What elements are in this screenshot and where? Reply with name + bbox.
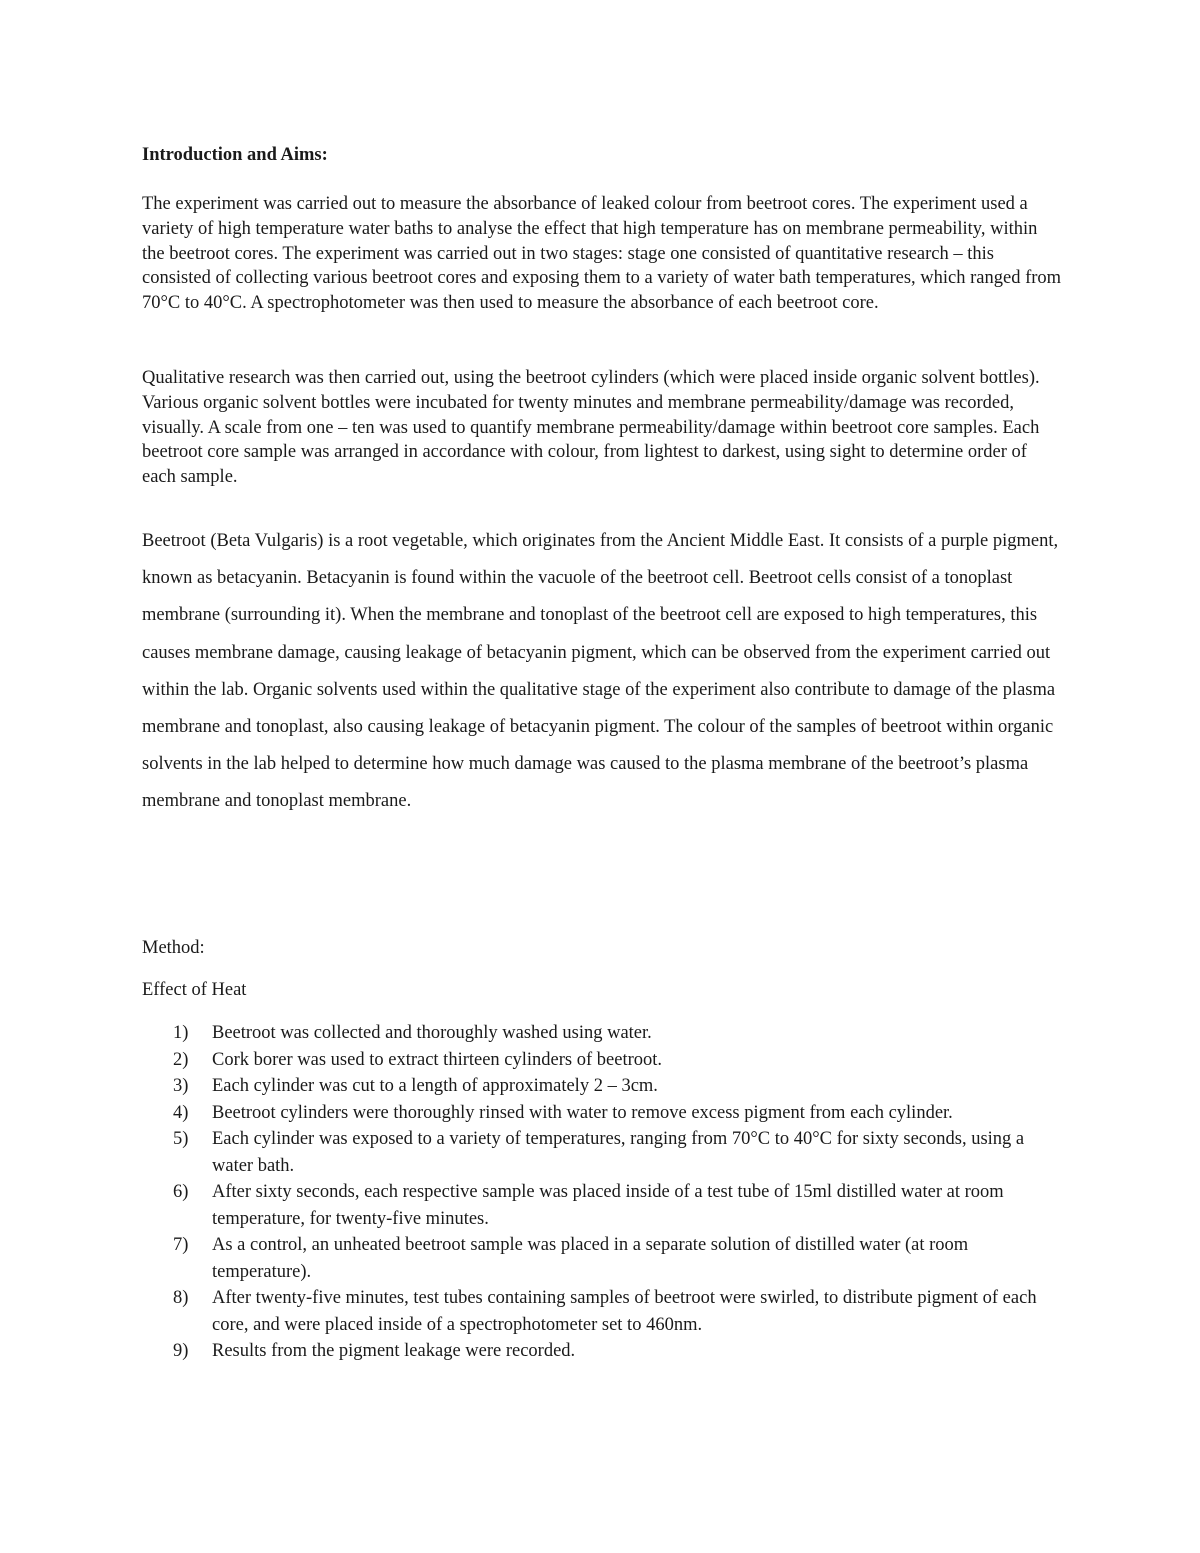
step-number: 2)	[173, 1049, 189, 1070]
step-text: Beetroot cylinders were thoroughly rinsed with water to remove excess pigment from each cylinder.	[212, 1102, 953, 1123]
method-step	[142, 1232, 1062, 1285]
step-number: 4)	[173, 1102, 189, 1123]
method-step	[142, 1285, 1062, 1338]
step-number: 7)	[173, 1235, 189, 1255]
method-step	[142, 1100, 1062, 1127]
method-step	[142, 1073, 1062, 1100]
intro-heading: Introduction and Aims:	[142, 145, 328, 165]
method-step	[142, 1126, 1062, 1179]
step-text: Each cylinder was cut to a length of approximately 2 – 3cm.	[212, 1076, 658, 1096]
step-number: 6)	[173, 1182, 189, 1202]
intro-paragraph-2: Qualitative research was then carried out, using the beetroot cylinders (which were placed inside organic solvent bottles). Various organic solvent bottles were incubated for twenty minutes and membrane permeability/damage was recorded, visually. A scale from one – ten was used to quantify membrane permeability/damage within beetroot core samples. Each beetroot core sample was arranged in accordance with colour, from lightest to darkest, using sight to determine order of each sample.	[142, 368, 1040, 488]
step-text: As a control, an unheated beetroot sample was placed in a separate solution of distilled water (at room temperature).	[212, 1235, 969, 1282]
method-step	[142, 1179, 1062, 1232]
step-number: 5)	[173, 1129, 189, 1149]
step-text: After twenty-five minutes, test tubes containing samples of beetroot were swirled, to distribute pigment of each core, and were placed inside of a spectrophotometer set to 460nm.	[212, 1288, 1037, 1335]
step-number: 3)	[173, 1076, 189, 1096]
intro-paragraph-3: Beetroot (Beta Vulgaris) is a root vegetable, which originates from the Ancient Middle East. It consists of a purple pigment, known as betacyanin. Betacyanin is found within the vacuole of the beetroot cell. Beetroot cells consist of a tonoplast membrane (surrounding it). When the membrane and tonoplast of the beetroot cell are exposed to high temperatures, this causes membrane damage, causing leakage of betacyanin pigment, which can be observed from the experiment carried out within the lab. Organic solvents used within the qualitative stage of the experiment also contribute to damage of the plasma membrane and tonoplast, also causing leakage of betacyanin pigment. The colour of the samples of beetroot within organic solvents in the lab helped to determine how much damage was caused to the plasma membrane of the beetroot’s plasma membrane and tonoplast membrane.	[142, 531, 1059, 812]
method-step	[142, 1020, 1062, 1047]
method-heading: Method:	[142, 938, 205, 958]
step-text: After sixty seconds, each respective sample was placed inside of a test tube of 15ml distilled water at room temperature, for twenty-five minutes.	[212, 1182, 1004, 1229]
step-text: Each cylinder was exposed to a variety of temperatures, ranging from 70°C to 40°C for sixty seconds, using a water bath.	[212, 1129, 1025, 1176]
method-subheading: Effect of Heat	[142, 980, 247, 1000]
step-text: Beetroot was collected and thoroughly washed using water.	[212, 1023, 652, 1043]
intro-paragraph-1: The experiment was carried out to measure the absorbance of leaked colour from beetroot cores. The experiment used a variety of high temperature water baths to analyse the effect that high temperature has on membrane permeability, within the beetroot cores. The experiment was carried out in two stages: stage one consisted of quantitative research – this consisted of collecting various beetroot cores and exposing them to a variety of water bath temperatures, which ranged from 70°C to 40°C. A spectrophotometer was then used to measure the absorbance of each beetroot core.	[142, 194, 1062, 314]
method-step	[142, 1338, 1062, 1365]
method-steps-list	[142, 1020, 1062, 1365]
step-number: 1)	[173, 1023, 189, 1043]
method-step	[142, 1047, 1062, 1074]
step-number: 9)	[173, 1341, 189, 1361]
step-text: Results from the pigment leakage were recorded.	[212, 1341, 576, 1361]
step-number: 8)	[173, 1288, 189, 1308]
step-text: Cork borer was used to extract thirteen cylinders of beetroot.	[212, 1049, 663, 1070]
